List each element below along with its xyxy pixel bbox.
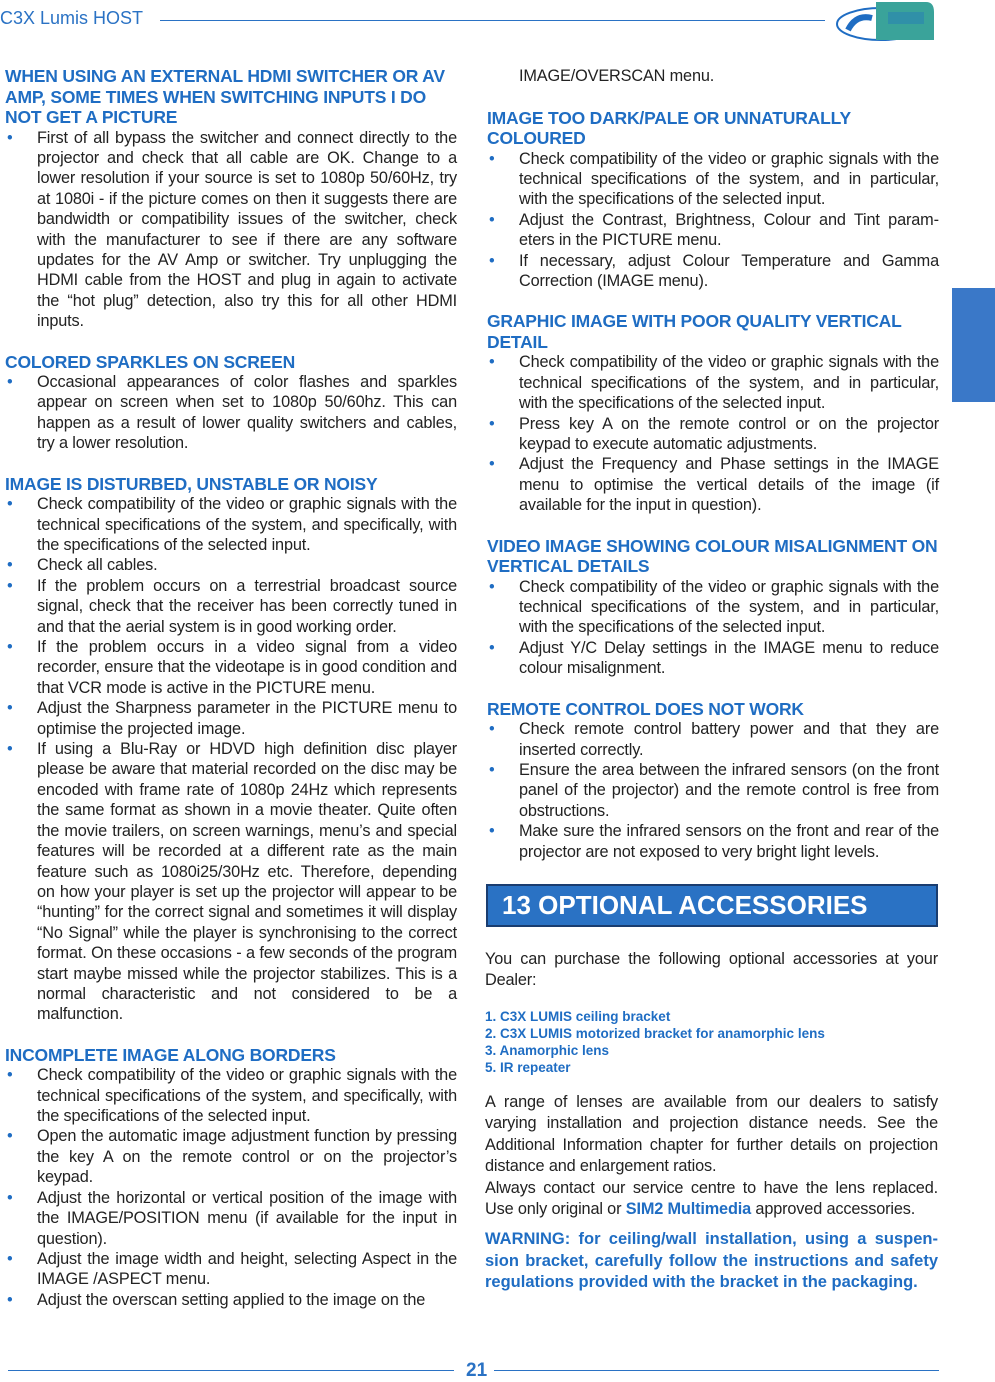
accessories-content	[485, 949, 938, 1294]
accessories-intro: You can purchase the following optional accessories at your Dealer:	[485, 949, 938, 990]
bullet-icon: •	[7, 638, 13, 657]
chapter-tab	[952, 288, 995, 402]
bullet-icon: •	[489, 455, 495, 474]
list-item-text: Adjust the horizontal or vertical position of the image with the IMAGE/POSITION menu (if available for the input in question).	[37, 1188, 457, 1248]
section-heading: INCOMPLETE IMAGE ALONG BORDERS	[5, 1044, 336, 1065]
troubleshooting-section	[5, 352, 457, 454]
bullet-icon: •	[7, 128, 13, 147]
list-item	[487, 149, 939, 210]
list-item-text: Check all cables.	[37, 556, 158, 575]
list-item	[487, 352, 939, 413]
list-item-text: Adjust the Sharpness parameter in the PICTURE menu to optimise the projected image.	[37, 699, 457, 738]
bullet-icon: •	[489, 353, 495, 372]
list-item	[487, 760, 939, 821]
bullet-icon: •	[489, 638, 495, 657]
bullet-icon: •	[7, 1249, 13, 1268]
bullet-icon: •	[489, 720, 495, 739]
section-heading: VIDEO IMAGE SHOWING COLOUR MISALIGNMENT ON VERTICAL DETAILS	[487, 535, 938, 577]
section-heading: IMAGE IS DISTURBED, UNSTABLE OR NOISY	[5, 473, 378, 494]
accessory-item: 3. Anamorphic lens	[485, 1042, 610, 1058]
list-item	[5, 576, 457, 637]
list-item	[5, 1126, 457, 1187]
header-title: C3X Lumis HOST	[0, 8, 144, 28]
bullet-icon: •	[7, 1066, 13, 1085]
continuation-text: IMAGE/OVERSCAN menu.	[519, 67, 715, 85]
list-item-text: If the problem occurs in a video signal from a video recorder, ensure that the videotape is in good condition and that VCR mode is active in the PICTURE menu.	[37, 638, 457, 697]
troubleshooting-section	[487, 699, 939, 862]
list-item	[487, 821, 939, 862]
brand-name: SIM2 Multimedia	[625, 1200, 752, 1219]
sim2-logo	[836, 0, 936, 42]
list-item	[487, 454, 939, 515]
list-item	[5, 1249, 457, 1290]
bullet-icon: •	[489, 577, 495, 596]
list-item-text: First of all bypass the switcher and connect directly to the projector and check that all cable are OK. Change to a lower resolution if your source is set to 1080p 50/60Hz, try at 1080i - if the picture comes on then it suggests there are bandwidth or compatibility issues of the switcher, check with the manufacturer to see if there are any software updates for the AV Amp or switcher. Try unplugging the HDMI cable from the HOST and plug in again to activate the “hot plug” detection, also try this for all other HDMI inputs.	[37, 128, 457, 331]
list-item-text: Open the automatic image adjustment function by pressing the key A on the remote control or on the projector’s keypad.	[37, 1127, 457, 1187]
bullet-icon: •	[7, 699, 13, 718]
bullet-icon: •	[489, 210, 495, 229]
list-item	[5, 698, 457, 739]
bullet-icon: •	[7, 1127, 13, 1146]
bullet-icon: •	[7, 1188, 13, 1207]
section-heading: REMOTE CONTROL DOES NOT WORK	[487, 698, 804, 719]
list-item	[5, 1290, 457, 1310]
section-heading: GRAPHIC IMAGE WITH POOR QUALITY VERTICAL DETAIL	[487, 311, 902, 352]
section-heading: COLORED SPARKLES ON SCREEN	[5, 351, 296, 372]
bullet-list	[487, 352, 939, 515]
list-item-text: Adjust the Frequency and Phase settings in the IMAGE menu to optimise the vertical details of the image (if available for the input in question).	[519, 455, 939, 515]
warning-text: WARNING: for ceiling/wall installation, using a suspension bracket, carefully follow the instructions and safety regulations provided with the bracket in the packaging.	[485, 1229, 938, 1292]
troubleshooting-section	[487, 311, 939, 515]
list-item	[5, 372, 457, 454]
bullet-list	[487, 719, 939, 862]
right-sections	[487, 108, 939, 862]
section-heading: IMAGE TOO DARK/PALE OR UNNATURALLY COLOURED	[487, 107, 851, 148]
service-paragraph	[485, 1178, 938, 1221]
list-item-text: Occasional appearances of color flashes and sparkles appear on screen when set to 1080p 50/60hz. This can happen as a result of lower quality switchers and cables, try a lower resolution.	[37, 373, 457, 453]
section-heading: WHEN USING AN EXTERNAL HDMI SWITCHER OR AV AMP, SOME TIMES WHEN SWITCHING INPUTS I DO NOT GET A PICTURE	[5, 66, 445, 127]
list-item-text: Check compatibility of the video or graphic signals with the technical specifications of the system, and in particular, with the specifications of the selected input.	[519, 353, 939, 413]
list-item	[5, 494, 457, 555]
accessory-item: 5. IR repeater	[485, 1059, 571, 1075]
footer-divider-left	[8, 1370, 454, 1371]
troubleshooting-section	[5, 1045, 457, 1310]
bullet-icon: •	[489, 822, 495, 841]
bullet-icon: •	[489, 414, 495, 433]
bullet-list	[5, 372, 457, 454]
right-column	[487, 66, 939, 1294]
list-item	[5, 555, 457, 575]
list-item	[5, 1065, 457, 1126]
list-item	[5, 739, 457, 1025]
list-item	[487, 210, 939, 251]
list-item	[5, 128, 457, 332]
list-item	[487, 638, 939, 679]
bullet-list	[487, 149, 939, 292]
list-item	[487, 251, 939, 292]
service-text-end: approved accessories.	[751, 1200, 916, 1219]
list-item	[5, 637, 457, 698]
bullet-icon: •	[7, 373, 13, 392]
list-item-text: Adjust Y/C Delay settings in the IMAGE menu to reduce colour misalignment.	[519, 638, 939, 678]
list-item-text: Check compatibility of the video or graphic signals with the technical specifications of the system, and in particular, with the specifications of the selected input.	[519, 577, 939, 637]
page-number: 21	[466, 1360, 488, 1381]
header-divider	[160, 20, 825, 21]
bullet-icon: •	[489, 760, 495, 779]
list-item-text: Adjust the overscan setting applied to the image on the	[37, 1290, 426, 1309]
bullet-icon: •	[7, 576, 13, 595]
troubleshooting-section	[487, 536, 939, 679]
list-item-text: Check compatibility of the video or graphic signals with the technical specifications of the system, and in particular, with the specifications of the selected input.	[519, 149, 939, 209]
list-item-text: Check compatibility of the video or graphic signals with the technical specifications of the system, and specifically, with the specifications of the selected input.	[37, 495, 457, 554]
section-heading-accessories: 13 OPTIONAL ACCESSORIES	[486, 884, 938, 927]
list-item-text: If using a Blu-Ray or HDVD high definition disc player please be aware that material recorded on the disc may be encoded with frame rate of 1080p 24Hz which represents the same format as shown in a movie theater. Quite often the movie trailers, on screen warnings, menu’s and special features will be recorded at a different rate as the main feature such as 1080i25/30Hz etc. Therefore, depending on how your player is set up the projector will appear to be “hunting” for the correct signal and sometimes it will display “No Signal” while the player is synchronising to the correct format. On these occasions - a few seconds of the program start maybe missed while the projector stabilizes. This is a normal characteristic and not considered to be a malfunction.	[37, 740, 457, 1024]
bullet-icon: •	[7, 495, 13, 514]
bullet-icon: •	[489, 251, 495, 270]
lenses-paragraph: A range of lenses are available from our dealers to satisfy varying installation and projection distance needs. See the Additional Information chapter for further details on projection distance and enlargement ratios.	[485, 1092, 938, 1176]
accessories-list	[485, 1008, 938, 1076]
list-item-text: If the problem occurs on a terrestrial broadcast source signal, check that the receiver has been correctly tuned in and that the aerial system is in good working order.	[37, 576, 457, 636]
troubleshooting-section	[5, 66, 457, 332]
service-text: Always contact our service centre to have the lens replaced. Use only original or	[485, 1178, 938, 1219]
accessory-item: 1. C3X LUMIS ceiling bracket	[485, 1008, 671, 1024]
troubleshooting-section	[5, 474, 457, 1025]
list-item-text: Ensure the area between the infrared sensors (on the front panel of the projector) and the remote control is free from obstructions.	[519, 760, 939, 820]
bullet-icon: •	[7, 1290, 13, 1309]
bullet-icon: •	[7, 740, 13, 759]
list-item	[487, 577, 939, 638]
bullet-list	[487, 577, 939, 679]
list-item-text: Check remote control battery power and that they are inserted correctly.	[519, 720, 939, 759]
list-item-text: Make sure the infrared sensors on the front and rear of the projector are not exposed to very bright light levels.	[519, 822, 939, 861]
list-item-text: Press key A on the remote control or on the projector keypad to execute automatic adjustments.	[519, 414, 939, 453]
accessory-item: 2. C3X LUMIS motorized bracket for anamorphic lens	[485, 1025, 825, 1041]
bullet-list	[5, 128, 457, 332]
list-item	[487, 719, 939, 760]
list-item-text: If necessary, adjust Colour Temperature and Gamma Correction (IMAGE menu).	[519, 251, 939, 290]
list-item	[5, 1188, 457, 1249]
bullet-list	[5, 1065, 457, 1310]
list-item	[487, 414, 939, 455]
bullet-icon: •	[489, 149, 495, 168]
list-item-text: Check compatibility of the video or graphic signals with the technical specifications of the system, and specifically, with the specifications of the selected input.	[37, 1066, 457, 1126]
troubleshooting-section	[487, 108, 939, 292]
list-item-text: Adjust the Contrast, Brightness, Colour and Tint parameters in the PICTURE menu.	[519, 210, 939, 250]
left-column	[5, 66, 457, 1310]
bullet-icon: •	[7, 556, 13, 575]
bullet-list	[5, 494, 457, 1025]
list-item-text: Adjust the image width and height, selecting Aspect in the IMAGE /ASPECT menu.	[37, 1249, 457, 1289]
footer-divider-right	[494, 1370, 939, 1371]
